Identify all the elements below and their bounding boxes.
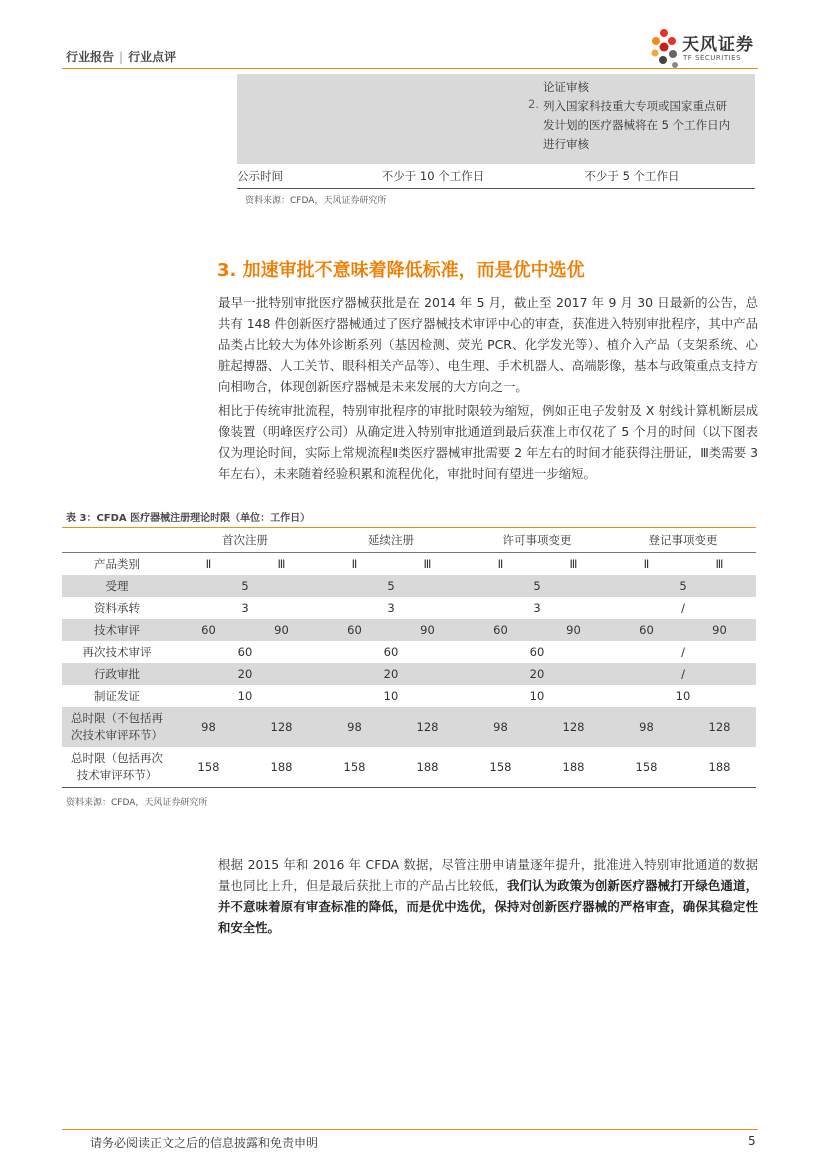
table-cell: 60 [610, 619, 683, 641]
table-cell: 90 [537, 619, 610, 641]
row-label: 再次技术审评 [82, 645, 152, 659]
table-row [62, 575, 756, 597]
table-row [62, 747, 756, 788]
table-cell: 90 [683, 619, 756, 641]
table-row [237, 164, 755, 189]
paragraph: 最早一批特别审批医疗器械获批是在 2014 年 5 月，截止至 2017 年 9 月 30 日最新的公告，总共有 148 件创新医疗器械通过了医疗器械技术审评中心的审查，获准进入特别审批程序，其中产品品类占比较大为体外诊断系列（基因检测、荧光 PCR、化学发光等）、植介入产品（支架系统、心脏起搏器、人工关节、眼科相关产品等）、电生理、手术机器人、高端影像，基本与政策重点支持方向相吻合，体现创新医疗器械是未来发展的大方向之一。 [218, 295, 758, 394]
table-header-row [62, 528, 756, 553]
logo-text-cn: 天风证券 [682, 35, 754, 55]
class-cell: Ⅱ [643, 557, 650, 571]
table-cell: 188 [683, 747, 756, 788]
source-note: 资料来源：CFDA，天风证券研究所 [66, 798, 208, 808]
table-cell: 90 [245, 619, 318, 641]
class-cell: Ⅱ [205, 557, 212, 571]
source-note: 资料来源：CFDA，天风证券研究所 [245, 196, 387, 206]
table-row [62, 553, 756, 576]
column-header: 许可事项变更 [464, 528, 610, 553]
table-cell: 3 [241, 601, 249, 615]
table-row [62, 685, 756, 707]
class-cell: Ⅱ [351, 557, 358, 571]
table-cell [509, 74, 755, 164]
table-cell: 158 [318, 747, 391, 788]
table-cell: 20 [464, 663, 610, 685]
table-caption: 表 3：CFDA 医疗器械注册理论时限（单位：工作日） [66, 513, 311, 524]
table-cell: 128 [245, 707, 318, 747]
table-cell: 60 [237, 645, 253, 659]
table-cell: 10 [237, 689, 253, 703]
table-cell: 3 [533, 601, 541, 615]
review-table-continued [237, 74, 755, 189]
table-cell: / [610, 663, 756, 685]
column-header-empty [62, 528, 172, 553]
paragraph: 根据 2015 年和 2016 年 CFDA 数据，尽管注册申请量逐年提升，批准进入特别审批通道的数据量也同比上升，但是最后获批上市的产品占比较低，我们认为政策为创新医疗器械打开绿色通道，并不意味着原有审查标准的降低，而是优中选优，保持对创新医疗器械的严格审查，确保其稳定性和安全性。 [218, 857, 759, 935]
table-cell: 98 [318, 707, 391, 747]
table-cell: 60 [464, 619, 537, 641]
class-cell: Ⅲ [715, 557, 724, 571]
logo-text-en: TF SECURITIES [683, 54, 742, 62]
table-cell: 20 [318, 663, 464, 685]
table-cell: 60 [383, 645, 399, 659]
table-cell: 128 [683, 707, 756, 747]
table-cell: 158 [610, 747, 683, 788]
table-row [62, 641, 756, 663]
class-cell: Ⅲ [569, 557, 578, 571]
company-logo [650, 27, 770, 71]
table-row [62, 663, 756, 685]
table-cell: 98 [610, 707, 683, 747]
table-cell: 5 [172, 575, 318, 597]
table-cell: 98 [464, 707, 537, 747]
row-label: 技术审评 [62, 619, 172, 641]
table-cell: 188 [537, 747, 610, 788]
table-cell: 188 [245, 747, 318, 788]
class-cell: Ⅲ [277, 557, 286, 571]
row-label: 总时限（不包括再 次技术审评环节） [62, 707, 172, 747]
row-label: 产品类别 [94, 557, 140, 571]
table-cell: 60 [529, 645, 545, 659]
table-cell: 158 [172, 747, 245, 788]
disclaimer-note: 请务必阅读正文之后的信息披露和免责申明 [90, 1136, 319, 1150]
table-cell: 不少于 5 个工作日 [509, 164, 755, 189]
column-header: 延续注册 [318, 528, 464, 553]
table-cell: 98 [172, 707, 245, 747]
page-number: 5 [748, 1134, 756, 1148]
table-cell: 10 [383, 689, 399, 703]
report-subtype: 行业点评 [128, 50, 177, 64]
table-cell: / [681, 645, 685, 659]
table-cell: 158 [464, 747, 537, 788]
column-header: 登记事项变更 [610, 528, 756, 553]
highlight-text: 我们认为政策为创新医疗器械打开绿色通道，并不意味着原有审查标准的降低，而是优中选优，保持对创新医疗器械的严格审查，确保其稳定性和安全性。 [218, 878, 759, 935]
list-item: 论证审核 [543, 80, 589, 94]
class-cell: Ⅲ [423, 557, 432, 571]
row-label: 行政审批 [62, 663, 172, 685]
class-cell: Ⅱ [497, 557, 504, 571]
table-cell: / [681, 601, 685, 615]
table-cell: 5 [318, 575, 464, 597]
table-cell: 60 [318, 619, 391, 641]
table-cell: 5 [464, 575, 610, 597]
table-cell: 128 [537, 707, 610, 747]
table-cell: 10 [529, 689, 545, 703]
row-label: 资料承转 [94, 601, 140, 615]
table-row [62, 597, 756, 619]
table-cell: 90 [391, 619, 464, 641]
report-type: 行业报告 [66, 50, 115, 64]
table-row [62, 707, 756, 747]
registration-time-limit-table [62, 527, 756, 788]
footer-rule [62, 1129, 758, 1130]
table-cell: 3 [387, 601, 395, 615]
column-header: 首次注册 [172, 528, 318, 553]
table-cell: 20 [172, 663, 318, 685]
table-cell: 60 [172, 619, 245, 641]
row-label: 制证发证 [94, 689, 140, 703]
row-label: 总时限（包括再次 技术审评环节） [62, 747, 172, 788]
paragraph: 相比于传统审批流程，特别审批程序的审批时限较为缩短，例如正电子发射及 X 射线计算机断层成像装置（明峰医疗公司）从确定进入特别审批通道到最后获准上市仅花了 5 个月的时间（以下图表仅为理论时间，实际上常规流程Ⅱ类医疗器械审批需要 2 年左右的时间才能获得注册证，Ⅲ类需要 3 年左右），未来随着经验积累和流程优化，审批时间有望进一步缩短。 [218, 403, 758, 481]
table-cell: 5 [610, 575, 756, 597]
table-cell: 10 [675, 689, 691, 703]
table-cell [237, 74, 357, 164]
list-item: 2. 列入国家科技重大专项或国家重点研发计划的医疗器械将在 5 个工作日内进行审核 [528, 97, 731, 151]
table-cell: 不少于 10 个工作日 [357, 164, 509, 189]
section-heading: 3. 加速审批不意味着降低标准，而是优中选优 [217, 260, 585, 281]
row-label: 受理 [62, 575, 172, 597]
table-row [62, 619, 756, 641]
report-category [66, 48, 176, 65]
logo-flower-icon [650, 27, 684, 71]
table-cell: 188 [391, 747, 464, 788]
table-cell: 128 [391, 707, 464, 747]
header-separator: | [119, 50, 124, 64]
table-cell [357, 74, 509, 164]
row-label: 公示时间 [237, 164, 357, 189]
